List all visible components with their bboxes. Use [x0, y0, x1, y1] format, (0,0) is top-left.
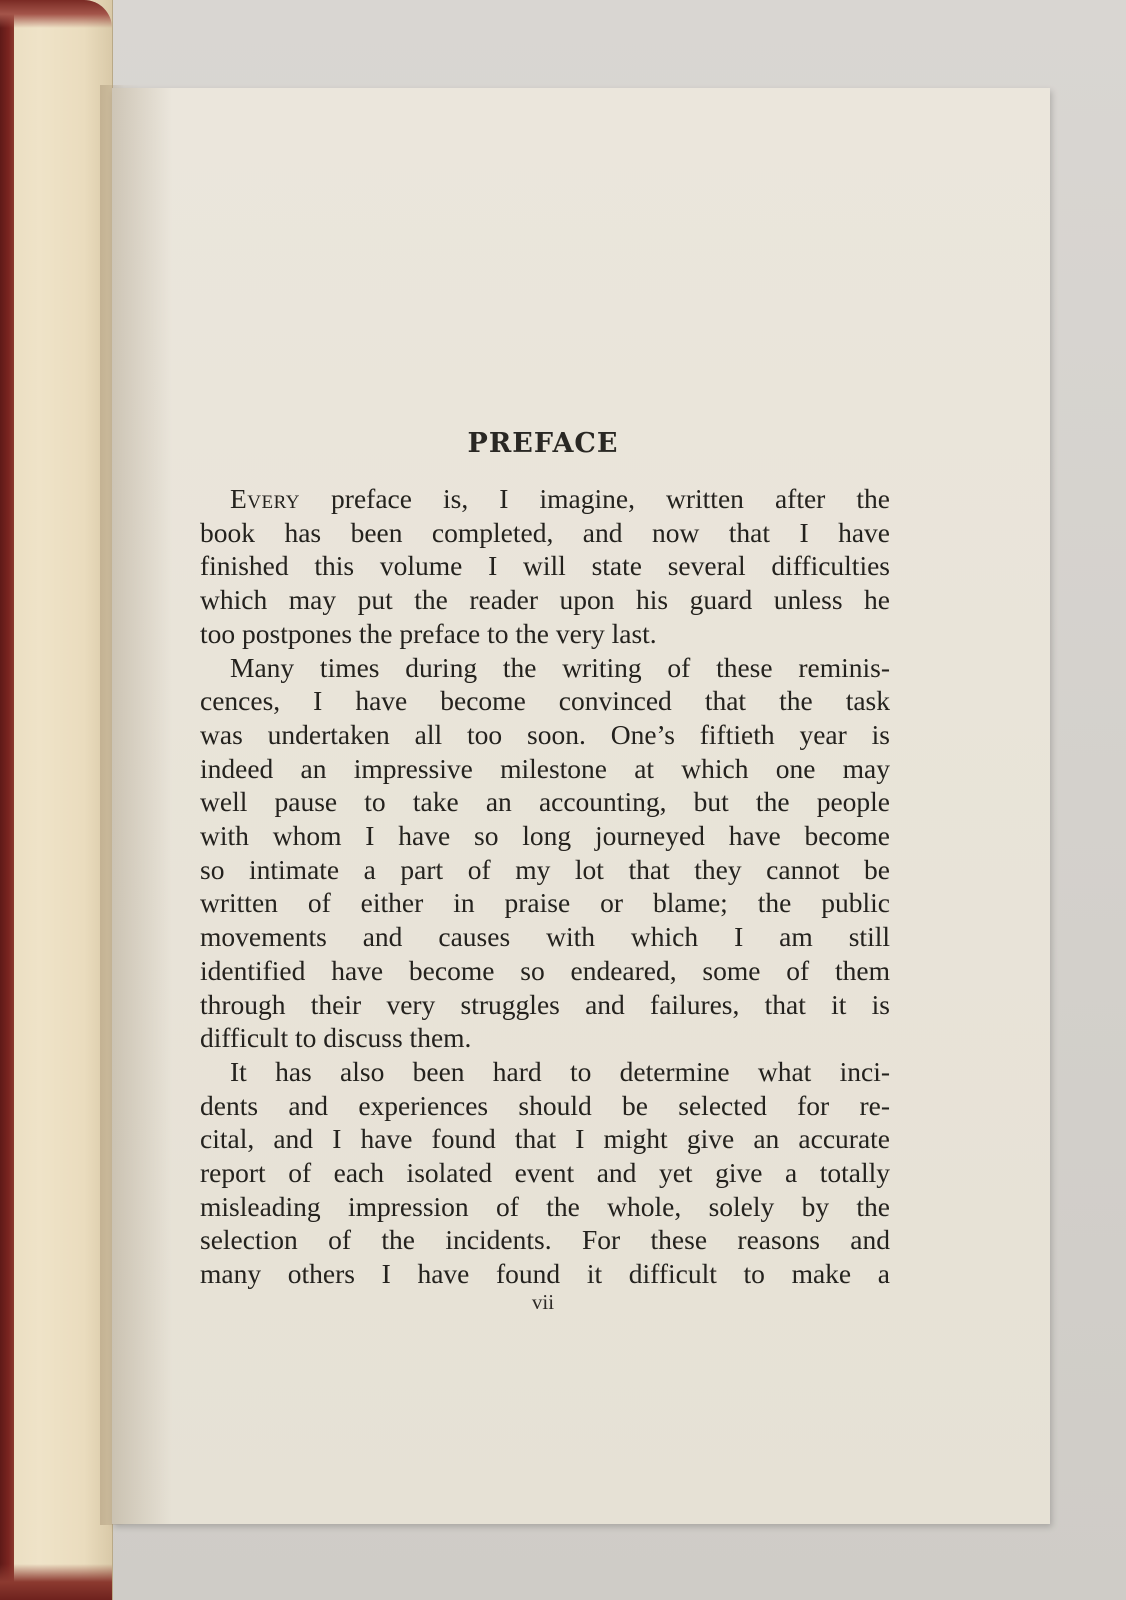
book-cover-edge — [0, 0, 14, 1600]
text-line-content: well pause to take an accounting, but the people — [200, 786, 890, 818]
page-number: vii — [531, 1290, 555, 1314]
text-line-content: through their very struggles and failures, that it is — [200, 988, 890, 1020]
text-line — [200, 1156, 890, 1190]
text-line — [200, 1089, 890, 1123]
text-line — [200, 1257, 890, 1291]
text-line — [200, 482, 890, 516]
text-line — [200, 1122, 890, 1156]
text-line — [200, 617, 890, 651]
text-line — [200, 1190, 890, 1224]
text-line-content: dents and experiences should be selected for re- — [200, 1089, 890, 1121]
text-line-content: report of each isolated event and yet give a totally — [200, 1157, 890, 1189]
text-line-content: book has been completed, and now that I have — [200, 516, 890, 548]
text-line — [200, 886, 890, 920]
book-cover-top-corner — [0, 0, 112, 28]
text-line-content: was undertaken all too soon. One’s fiftieth year is — [200, 718, 890, 750]
text-line — [200, 785, 890, 819]
text-line-content: movements and causes with which I am still — [200, 921, 890, 953]
text-line — [200, 752, 890, 786]
text-line-content: identified have become so endeared, some of them — [200, 954, 890, 986]
text-line-content: which may put the reader upon his guard unless he — [200, 584, 890, 616]
text-line — [200, 920, 890, 954]
text-line — [200, 549, 890, 583]
text-line — [200, 684, 890, 718]
text-line — [200, 1021, 890, 1055]
text-line-content: finished this volume I will state several difficulties — [200, 550, 890, 582]
opening-word: Every — [230, 483, 300, 514]
text-line — [200, 651, 890, 685]
text-line-content: selection of the incidents. For these reasons and — [200, 1224, 890, 1256]
preface-body-text — [200, 482, 890, 1291]
text-line-content: cences, I have become convinced that the task — [200, 685, 890, 717]
text-line-content: many others I have found it difficult to make a — [200, 1258, 890, 1290]
text-line — [200, 954, 890, 988]
text-line — [200, 819, 890, 853]
text-line — [200, 583, 890, 617]
text-line-content: Many times during the writing of these reminis- — [230, 651, 890, 683]
text-line-content: cital, and I have found that I might give an accurate — [200, 1123, 890, 1155]
text-line-content: preface is, I imagine, written after the — [299, 483, 890, 514]
text-line-content: It has also been hard to determine what inci- — [230, 1055, 890, 1087]
text-line-content: misleading impression of the whole, solely by the — [200, 1190, 890, 1222]
text-line-content: so intimate a part of my lot that they cannot be — [200, 853, 890, 885]
book-cover-bottom-corner — [0, 1564, 112, 1600]
text-line — [200, 1055, 890, 1089]
text-line-content: indeed an impressive milestone at which one may — [200, 752, 890, 784]
text-line — [200, 516, 890, 550]
page-heading: PREFACE — [467, 428, 619, 459]
text-line-content: with whom I have so long journeyed have become — [200, 820, 890, 852]
text-line — [200, 1223, 890, 1257]
left-facing-page — [0, 0, 113, 1600]
text-line — [200, 718, 890, 752]
text-line-content: too postpones the preface to the very last. — [200, 617, 657, 649]
text-line-content: difficult to discuss them. — [200, 1022, 472, 1054]
text-line-content: written of either in praise or blame; the public — [200, 887, 890, 919]
text-line — [200, 853, 890, 887]
text-line — [200, 988, 890, 1022]
